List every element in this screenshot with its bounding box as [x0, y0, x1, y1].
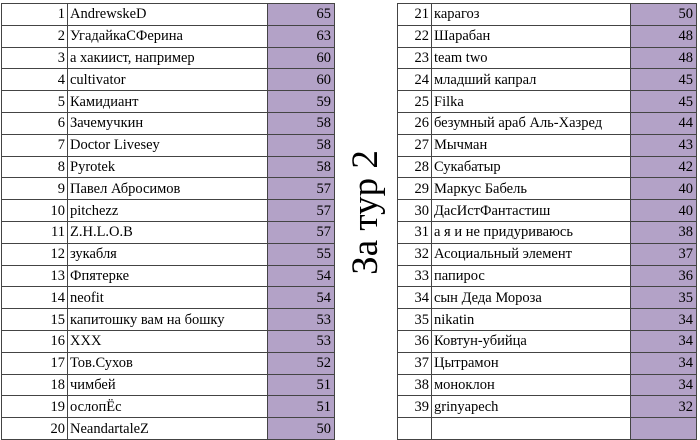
team-name-cell: зукабля: [68, 243, 268, 265]
rank-cell: 8: [2, 156, 68, 178]
score-cell: 53: [268, 309, 335, 331]
team-name-cell: карагоз: [432, 4, 631, 26]
table-row: [398, 287, 697, 309]
team-name-cell: Ковтун-убийца: [432, 330, 631, 352]
score-cell: 54: [268, 287, 335, 309]
team-name-cell: безумный араб Аль-Хазред: [432, 112, 631, 134]
score-cell: 50: [268, 418, 335, 440]
table-row: [398, 4, 697, 26]
score-cell: 42: [631, 156, 697, 178]
score-cell: 45: [631, 69, 697, 91]
score-cell: 43: [631, 134, 697, 156]
rank-cell: 6: [2, 112, 68, 134]
score-cell: 35: [631, 287, 697, 309]
team-name-cell: XXX: [68, 330, 268, 352]
team-name-cell: чимбей: [68, 374, 268, 396]
rank-cell: 24: [398, 69, 432, 91]
score-cell: 57: [268, 221, 335, 243]
rank-cell: 4: [2, 69, 68, 91]
table-row: [2, 91, 335, 113]
score-cell: 63: [268, 25, 335, 47]
rank-cell: 30: [398, 200, 432, 222]
score-cell: 48: [631, 47, 697, 69]
rank-cell: 21: [398, 4, 432, 26]
table-row: [398, 156, 697, 178]
score-cell: 37: [631, 243, 697, 265]
team-name-cell: Мычман: [432, 134, 631, 156]
rank-cell: 1: [2, 4, 68, 26]
rank-cell: 19: [2, 396, 68, 418]
table-row: [398, 418, 697, 440]
score-cell: 59: [268, 91, 335, 113]
team-name-cell: Камидиант: [68, 91, 268, 113]
team-name-cell: Маркус Бабель: [432, 178, 631, 200]
rank-cell: 26: [398, 112, 432, 134]
rank-cell: 34: [398, 287, 432, 309]
team-name-cell: младший капрал: [432, 69, 631, 91]
rank-cell: 31: [398, 221, 432, 243]
team-name-cell: Павел Абросимов: [68, 178, 268, 200]
score-cell: 58: [268, 156, 335, 178]
table-row: [398, 352, 697, 374]
table-row: [398, 396, 697, 418]
rank-cell: 5: [2, 91, 68, 113]
table-row: [398, 25, 697, 47]
team-name-cell: ослопЁс: [68, 396, 268, 418]
rank-cell: 7: [2, 134, 68, 156]
rank-cell: 9: [2, 178, 68, 200]
table-row: [2, 265, 335, 287]
table-row: [2, 156, 335, 178]
team-name-cell: моноклон: [432, 374, 631, 396]
team-name-cell: Filka: [432, 91, 631, 113]
team-name-cell: Зачемучкин: [68, 112, 268, 134]
score-cell: 40: [631, 200, 697, 222]
table-row: [398, 178, 697, 200]
score-cell: [631, 418, 697, 440]
score-cell: 36: [631, 265, 697, 287]
rank-cell: 39: [398, 396, 432, 418]
rank-cell: 16: [2, 330, 68, 352]
table-row: [2, 352, 335, 374]
score-cell: 34: [631, 352, 697, 374]
team-name-cell: Шарабан: [432, 25, 631, 47]
score-cell: 65: [268, 4, 335, 26]
table-row: [2, 69, 335, 91]
rank-cell: 3: [2, 47, 68, 69]
table-row: [2, 178, 335, 200]
table-row: [398, 265, 697, 287]
score-cell: 55: [268, 243, 335, 265]
score-cell: 32: [631, 396, 697, 418]
table-row: [398, 374, 697, 396]
team-name-cell: cultivator: [68, 69, 268, 91]
rank-cell: 15: [2, 309, 68, 331]
rank-cell: 10: [2, 200, 68, 222]
team-name-cell: Асоциальный элемент: [432, 243, 631, 265]
rank-cell: 32: [398, 243, 432, 265]
team-name-cell: [432, 418, 631, 440]
score-cell: 52: [268, 352, 335, 374]
team-name-cell: nikatin: [432, 309, 631, 331]
rank-cell: 2: [2, 25, 68, 47]
rank-cell: 35: [398, 309, 432, 331]
team-name-cell: Сукабатыр: [432, 156, 631, 178]
table-row: [398, 330, 697, 352]
results-table-right: [397, 3, 697, 440]
round-caption: [334, 3, 397, 421]
score-cell: 44: [631, 112, 697, 134]
rank-cell: 20: [2, 418, 68, 440]
rank-cell: 12: [2, 243, 68, 265]
table-row: [398, 309, 697, 331]
rank-cell: 27: [398, 134, 432, 156]
score-cell: 58: [268, 134, 335, 156]
team-name-cell: AndrewskeD: [68, 4, 268, 26]
team-name-cell: УгадайкаСФерина: [68, 25, 268, 47]
rank-cell: 14: [2, 287, 68, 309]
table-row: [2, 221, 335, 243]
table-row: [2, 309, 335, 331]
table-row: [398, 243, 697, 265]
table-row: [2, 25, 335, 47]
rank-cell: 25: [398, 91, 432, 113]
score-cell: 51: [268, 374, 335, 396]
team-name-cell: Pyrotek: [68, 156, 268, 178]
table-row: [2, 4, 335, 26]
team-name-cell: ДасИстФантастиш: [432, 200, 631, 222]
team-name-cell: neofit: [68, 287, 268, 309]
score-cell: 54: [268, 265, 335, 287]
team-name-cell: pitchezz: [68, 200, 268, 222]
team-name-cell: сын Деда Мороза: [432, 287, 631, 309]
rank-cell: [398, 418, 432, 440]
team-name-cell: grinyapech: [432, 396, 631, 418]
rank-cell: 33: [398, 265, 432, 287]
table-row: [2, 134, 335, 156]
table-row: [2, 330, 335, 352]
rank-cell: 13: [2, 265, 68, 287]
score-cell: 50: [631, 4, 697, 26]
table-row: [398, 112, 697, 134]
rank-cell: 38: [398, 374, 432, 396]
team-name-cell: папирос: [432, 265, 631, 287]
score-cell: 48: [631, 25, 697, 47]
score-cell: 60: [268, 69, 335, 91]
table-row: [2, 200, 335, 222]
table-row: [398, 47, 697, 69]
table-row: [2, 112, 335, 134]
rank-cell: 11: [2, 221, 68, 243]
score-cell: 34: [631, 374, 697, 396]
rank-cell: 36: [398, 330, 432, 352]
table-row: [2, 243, 335, 265]
score-cell: 45: [631, 91, 697, 113]
table-row: [2, 374, 335, 396]
team-name-cell: Тов.Сухов: [68, 352, 268, 374]
team-name-cell: NeandartaleZ: [68, 418, 268, 440]
rank-cell: 28: [398, 156, 432, 178]
table-row: [2, 418, 335, 440]
score-cell: 53: [268, 330, 335, 352]
team-name-cell: Цытрамон: [432, 352, 631, 374]
table-row: [398, 134, 697, 156]
score-cell: 34: [631, 330, 697, 352]
rank-cell: 23: [398, 47, 432, 69]
team-name-cell: Z.H.L.O.B: [68, 221, 268, 243]
team-name-cell: а я и не придуриваюсь: [432, 221, 631, 243]
score-cell: 38: [631, 221, 697, 243]
score-cell: 60: [268, 47, 335, 69]
round-caption-text: За тур 2: [345, 149, 387, 275]
score-cell: 34: [631, 309, 697, 331]
table-row: [2, 47, 335, 69]
table-row: [2, 287, 335, 309]
score-cell: 57: [268, 200, 335, 222]
score-cell: 57: [268, 178, 335, 200]
table-row: [2, 396, 335, 418]
rank-cell: 17: [2, 352, 68, 374]
score-cell: 51: [268, 396, 335, 418]
score-cell: 58: [268, 112, 335, 134]
table-row: [398, 69, 697, 91]
table-row: [398, 91, 697, 113]
rank-cell: 22: [398, 25, 432, 47]
results-table-left: [1, 3, 335, 440]
rank-cell: 29: [398, 178, 432, 200]
team-name-cell: Doctor Livesey: [68, 134, 268, 156]
score-cell: 40: [631, 178, 697, 200]
table-row: [398, 200, 697, 222]
team-name-cell: Фпятерке: [68, 265, 268, 287]
table-row: [398, 221, 697, 243]
team-name-cell: а хакиист, например: [68, 47, 268, 69]
team-name-cell: капитошку вам на бошку: [68, 309, 268, 331]
rank-cell: 37: [398, 352, 432, 374]
rank-cell: 18: [2, 374, 68, 396]
team-name-cell: team two: [432, 47, 631, 69]
